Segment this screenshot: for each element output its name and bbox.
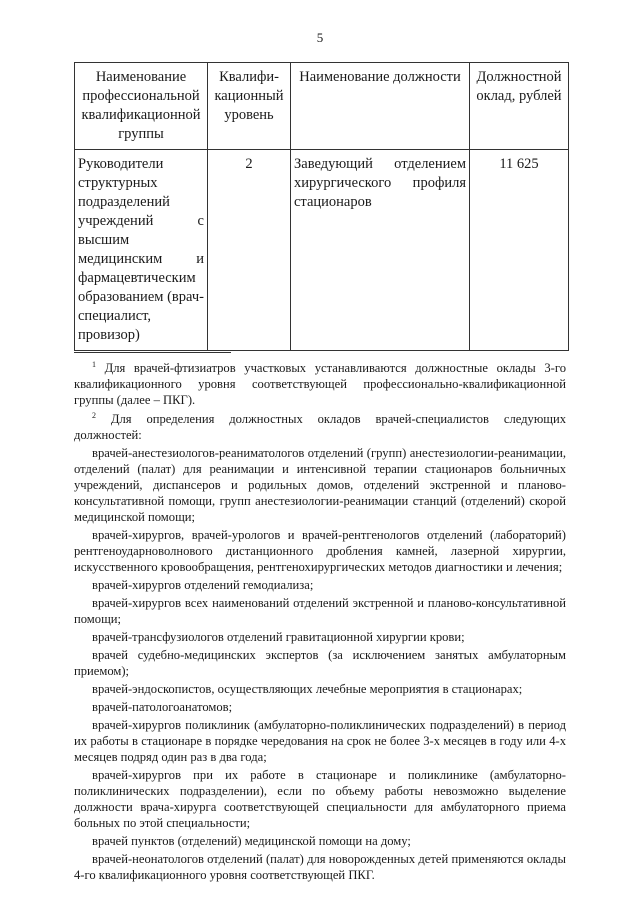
cell-level: 2 xyxy=(208,150,291,351)
footnote-1 xyxy=(74,357,566,408)
table-header-row xyxy=(75,63,569,150)
cell-salary: 11 625 xyxy=(470,150,569,351)
footnotes xyxy=(74,357,566,885)
header-salary: Должностной оклад, рублей xyxy=(470,63,569,150)
list-item: врачей судебно-медицинских экспертов (за исключением занятых амбулаторным приемом); xyxy=(74,648,566,678)
footnote-2-text: Для определения должностных окладов врачей-специалистов следующих должностей: xyxy=(74,412,566,442)
footnote-2 xyxy=(74,408,566,443)
list-item: врачей-трансфузиологов отделений гравитационной хирургии крови; xyxy=(92,630,465,644)
footnote-1-mark: 1 xyxy=(92,360,96,369)
cell-group: Руководители структурных подразделений учреждений с высшим медицинским и фармацевтическим образованием (врач-специалист, провизор) xyxy=(75,150,208,351)
list-item: врачей-хирургов, врачей-урологов и врачей-рентгенологов отделений (лабораторий) рентгеноударноволнового дистанционного дробления камней, лазерной хирургии, искусственного кровообращения, рентгенохирургических методов диагностики и лечения; xyxy=(74,528,566,574)
footnote-2-mark: 2 xyxy=(92,411,96,420)
list-item: врачей-хирургов всех наименований отделений экстренной и планово-консультативной помощи; xyxy=(74,596,566,626)
cell-position: Заведующий отделением хирургического профиля стационаров xyxy=(291,150,470,351)
list-item: врачей пунктов (отделений) медицинской помощи на дому; xyxy=(92,834,411,848)
list-item: врачей-хирургов при их работе в стационаре и поликлинике (амбулаторно-поликлинических подразделении), если по объему работы невозможно выделение должности врача-хирурга соответствующей специальности для амбулаторного приема больных по этой специальности; xyxy=(74,768,566,830)
list-item: врачей-хирургов отделений гемодиализа; xyxy=(92,578,314,592)
list-item: врачей-хирургов поликлиник (амбулаторно-поликлинических подразделений) в период их работы в стационаре в порядке чередования на срок не более 3-х месяцев в году или 4-х месяцев подряд один раз в два года; xyxy=(74,718,566,764)
list-item: врачей-неонатологов отделений (палат) для новорожденных детей применяются оклады 4-го квалификационного уровня соответствующей ПКГ. xyxy=(74,852,566,882)
page-number: 5 xyxy=(316,30,324,45)
list-item: врачей-анестезиологов-реаниматологов отделений (групп) анестезиологии-реанимации, отделений (палат) для реанимации и интенсивной терапии стационаров больничных учреждений, диспансеров и родильных домов, отделений экстренной и планово-консультативной помощи, групп анестезиологии-реанимации станций (отделений) скорой медицинской помощи; xyxy=(74,446,566,524)
header-level: Квалифи-кационный уровень xyxy=(208,63,291,150)
list-item: врачей-патологоанатомов; xyxy=(92,700,233,714)
footnote-divider xyxy=(74,352,231,353)
list-item: врачей-эндоскопистов, осуществляющих лечебные мероприятия в стационарах; xyxy=(92,682,523,696)
header-group: Наименование профессиональной квалификационной группы xyxy=(75,63,208,150)
salary-table xyxy=(74,62,569,351)
footnote-1-text: Для врачей-фтизиатров участковых устанавливаются должностные оклады 3-го квалификационного уровня соответствующей профессионально-квалификационной группы (далее – ПКГ). xyxy=(74,361,567,407)
table-row xyxy=(75,150,569,351)
header-position: Наименование должности xyxy=(291,63,470,150)
